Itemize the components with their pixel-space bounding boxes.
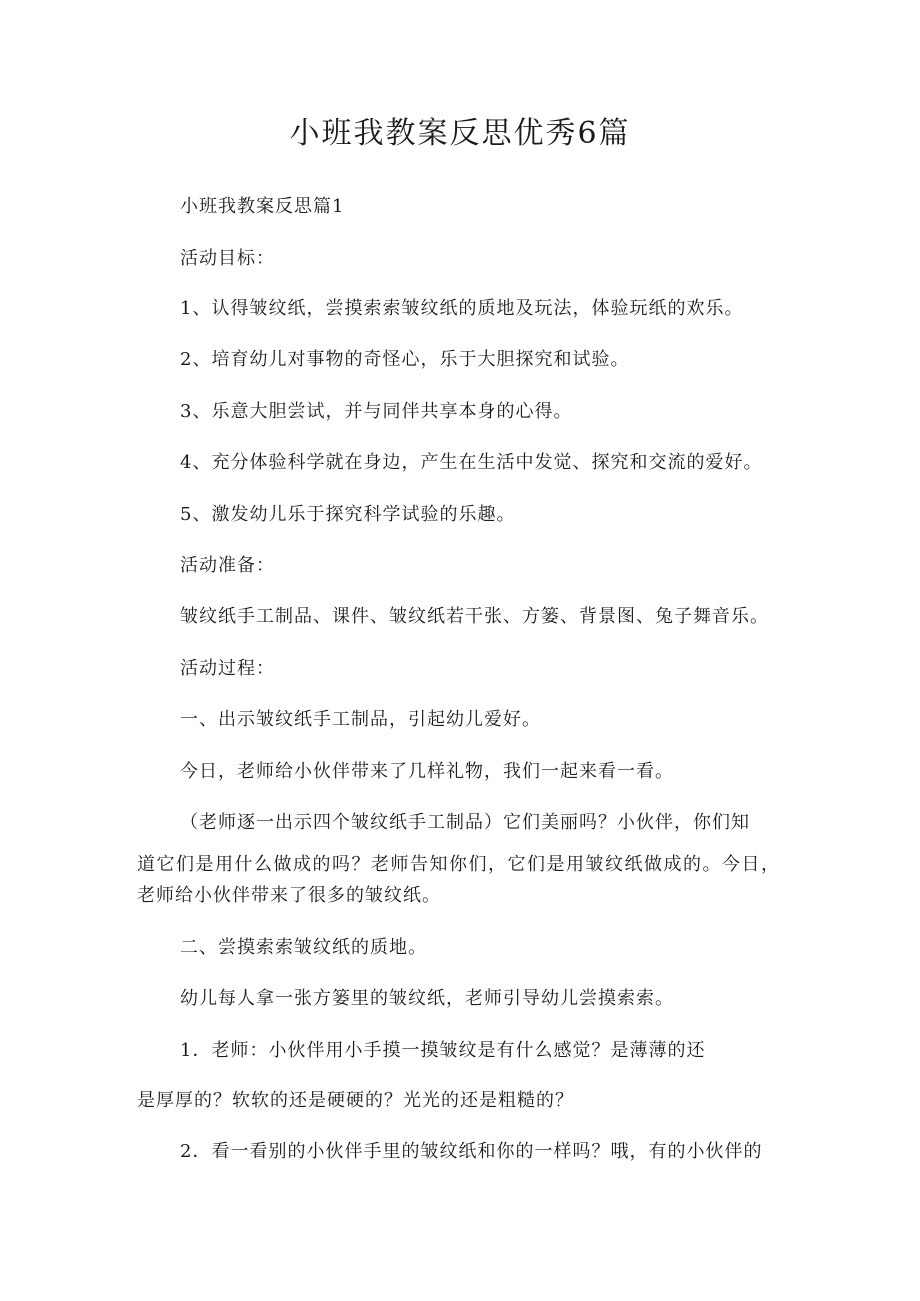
paragraph: 幼儿每人拿一张方篓里的皱纹纸，老师引导幼儿尝摸索索。 <box>180 988 674 1009</box>
paragraph: 3、乐意大胆尝试，并与同伴共享本身的心得。 <box>180 401 573 422</box>
document-title: 小班我教案反思优秀6篇 <box>289 116 631 151</box>
paragraph: 4、充分体验科学就在身边，产生在生活中发觉、探究和交流的爱好。 <box>180 452 763 473</box>
paragraph: （老师逐一出示四个皱纹纸手工制品）它们美丽吗？小伙伴，你们知 <box>180 812 750 833</box>
paragraph: 一、出示皱纹纸手工制品，引起幼儿爱好。 <box>180 709 541 730</box>
paragraph: 二、尝摸索索皱纹纸的质地。 <box>180 937 427 958</box>
paragraph: 活动目标： <box>180 248 275 269</box>
paragraph: 今日，老师给小伙伴带来了几样礼物，我们一起来看一看。 <box>180 761 674 782</box>
paragraph: 道它们是用什么做成的吗？老师告知你们，它们是用皱纹纸做成的。今日， <box>137 854 781 875</box>
paragraph: 1、认得皱纹纸，尝摸索索皱纹纸的质地及玩法，体验玩纸的欢乐。 <box>180 298 744 319</box>
paragraph: 5、激发幼儿乐于探究科学试验的乐趣。 <box>180 504 516 525</box>
paragraph: 老师给小伙伴带来了很多的皱纹纸。 <box>137 885 441 906</box>
section-heading: 小班我教案反思篇1 <box>180 196 345 217</box>
paragraph: 2、培育幼儿对事物的奇怪心，乐于大胆探究和试验。 <box>180 349 630 370</box>
paragraph: 是厚厚的？软软的还是硬硬的？光光的还是粗糙的？ <box>137 1090 574 1111</box>
paragraph: 活动准备： <box>180 555 275 576</box>
paragraph: 1．老师：小伙伴用小手摸一摸皱纹是有什么感觉？是薄薄的还 <box>180 1040 706 1061</box>
paragraph: 2．看一看别的小伙伴手里的皱纹纸和你的一样吗？哦，有的小伙伴的 <box>180 1141 763 1162</box>
paragraph: 皱纹纸手工制品、课件、皱纹纸若干张、方篓、背景图、兔子舞音乐。 <box>180 606 769 627</box>
paragraph: 活动过程： <box>180 658 275 679</box>
